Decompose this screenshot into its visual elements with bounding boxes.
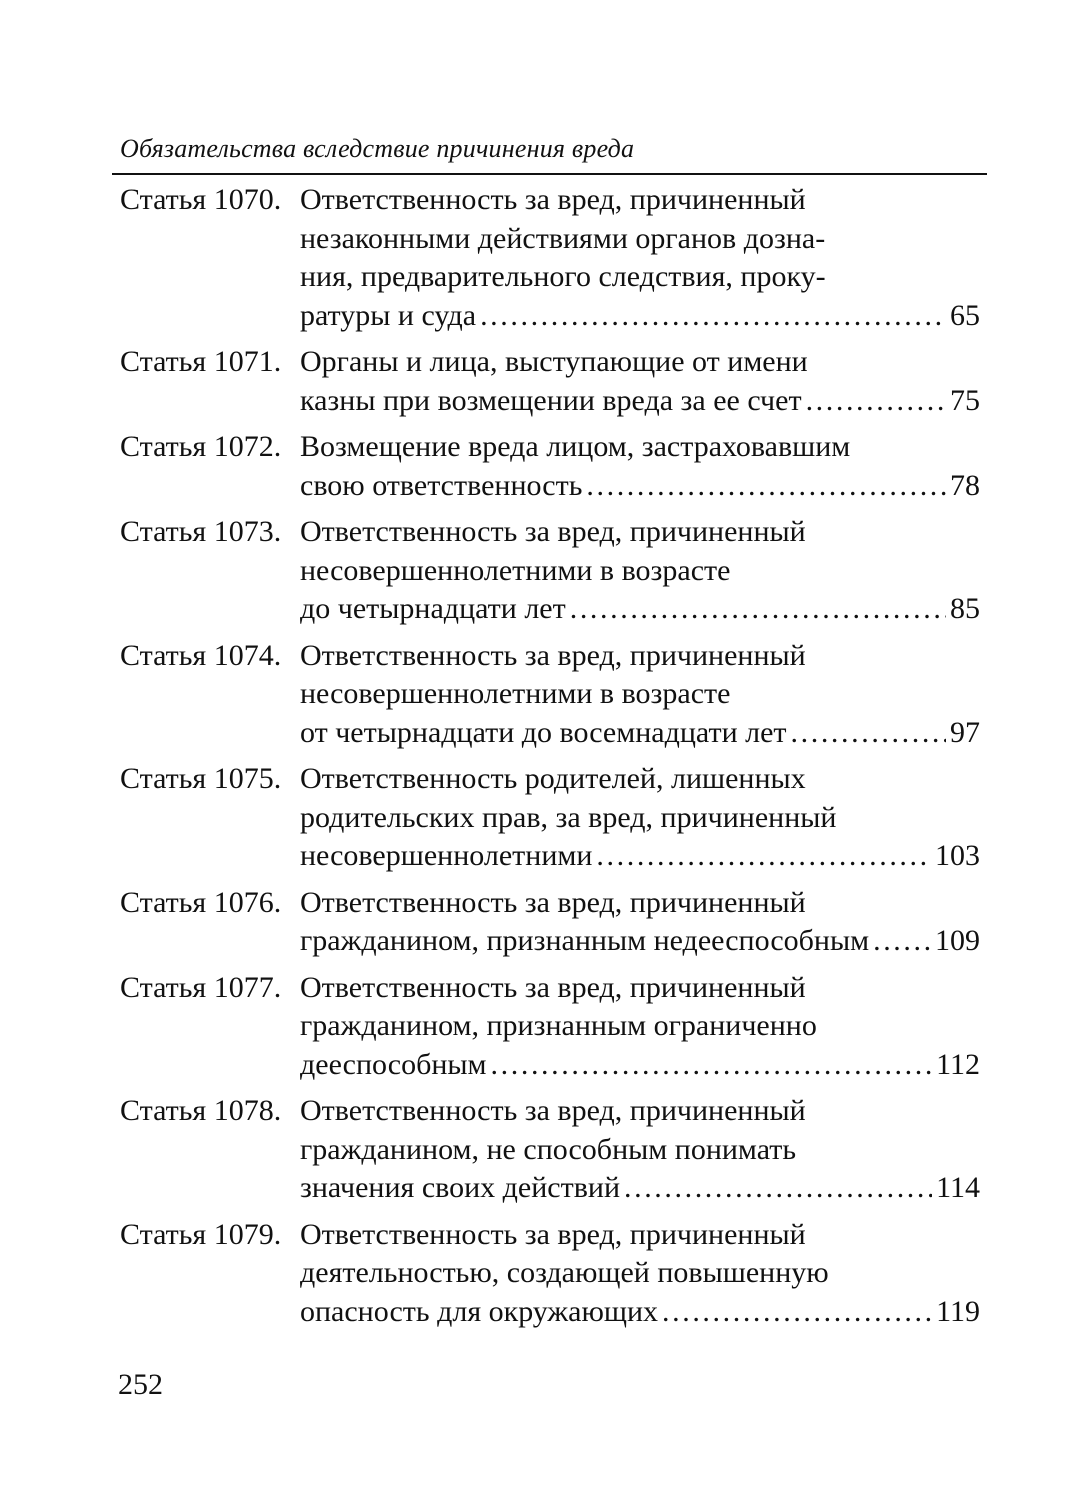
toc-entry-first-line [120,884,980,923]
toc-entry-last-line [120,1293,980,1332]
toc-entry [120,1216,980,1332]
article-title-line: несовершеннолетними в возрасте [300,553,731,587]
article-label: Статья 1074. [120,638,282,672]
article-label: Статья 1072. [120,430,282,463]
article-title-line: Ответственность за вред, причиненный [300,515,806,548]
article-title-line: значения своих действий [300,1171,620,1204]
dot-leader [570,590,946,629]
dot-leader [873,922,931,961]
dot-leader [480,297,946,336]
toc-entry-first-line [120,181,980,220]
article-title-line: Ответственность за вред, причиненный [300,638,806,672]
toc-entry-last-line [120,837,980,876]
article-title-line: Ответственность за вред, причиненный [300,1094,806,1127]
running-header: Обязательства вследствие причинения вреда [120,134,635,163]
article-label: Статья 1076. [120,885,282,919]
page-number: 252 [118,1368,163,1401]
toc-entry-last-line [120,297,980,336]
toc-entry-last-line [120,714,980,753]
toc-entry [120,181,980,335]
dot-leader [596,837,931,876]
article-title-line: незаконными действиями органов дозна- [300,221,826,255]
dot-leader [491,1046,933,1085]
dot-leader [624,1169,932,1208]
article-title-line: Ответственность родителей, лишенных [300,762,806,795]
article-title-line: Ответственность за вред, причиненный [300,183,806,216]
toc-entry [120,969,980,1085]
article-title-line: Органы и лица, выступающие от имени [300,345,808,378]
dot-leader [662,1293,932,1332]
toc-entry [120,637,980,753]
toc-entry [120,1092,980,1208]
article-title-line: деятельностью, создающей повышенную [300,1256,829,1289]
page-reference: 119 [936,1294,980,1328]
page-reference: 103 [935,839,980,872]
toc-entry-first-line [120,637,980,676]
page-reference: 75 [950,383,980,417]
article-label: Статья 1071. [120,345,282,378]
article-title-line: ния, предварительного следствия, проку- [300,260,826,293]
article-label: Статья 1077. [120,970,282,1004]
page-reference: 65 [950,298,980,332]
toc-entry-last-line [120,1169,980,1208]
article-label: Статья 1073. [120,515,282,548]
article-title-line: до четырнадцати лет [300,592,566,625]
article-label: Статья 1070. [120,183,282,216]
toc-entry-last-line [120,922,980,961]
article-title-line: казны при возмещении вреда за ее счет [300,383,802,417]
page-reference: 97 [950,715,980,749]
dot-leader [791,714,946,753]
dot-leader [806,382,946,421]
toc-entry-first-line [120,513,980,552]
page-reference: 112 [936,1047,980,1081]
article-title-line: гражданином, признанным недееспособным [300,924,870,957]
toc-entry-first-line [120,969,980,1008]
page-reference: 85 [950,592,980,625]
article-title-line: опасность для окружающих [300,1294,659,1328]
article-title-line: Возмещение вреда лицом, застраховавшим [300,430,851,463]
page-reference: 109 [935,924,980,957]
toc-entry [120,884,980,961]
toc-entry [120,343,980,420]
article-label: Статья 1075. [120,762,282,795]
article-label: Статья 1079. [120,1217,282,1251]
toc-entry-first-line [120,428,980,467]
article-title-line: свою ответственность [300,468,583,502]
article-title-line: гражданином, не способным понимать [300,1132,797,1166]
table-of-contents [120,181,980,1339]
toc-entry-first-line [120,343,980,382]
toc-entry-first-line [120,1092,980,1131]
article-label: Статья 1078. [120,1094,282,1127]
article-title-line: несовершеннолетними в возрасте [300,677,731,710]
toc-entry-first-line [120,1216,980,1255]
article-title-line: Ответственность за вред, причиненный [300,970,806,1004]
article-title-line: Ответственность за вред, причиненный [300,885,806,919]
toc-entry-last-line [120,467,980,506]
article-title-line: дееспособным [300,1047,487,1081]
toc-entry-last-line [120,1046,980,1085]
article-title-line: родительских прав, за вред, причиненный [300,800,837,834]
header-rule [112,173,987,175]
toc-entry [120,513,980,629]
article-title-line: гражданином, признанным ограниченно [300,1009,817,1042]
toc-entry-last-line [120,382,980,421]
toc-entry [120,428,980,505]
article-title-line: Ответственность за вред, причиненный [300,1217,806,1251]
article-title-line: от четырнадцати до восемнадцати лет [300,715,787,749]
page-reference: 78 [950,468,980,502]
toc-entry-last-line [120,590,980,629]
article-title-line: несовершеннолетними [300,839,593,872]
article-title-line: ратуры и суда [300,298,477,332]
toc-entry-first-line [120,760,980,799]
dot-leader [586,467,946,506]
page-reference: 114 [936,1171,980,1204]
toc-entry [120,760,980,876]
